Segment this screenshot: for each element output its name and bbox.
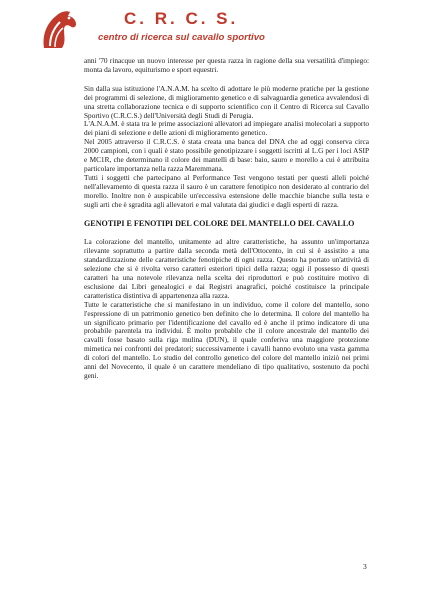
brand-title: C. R. C. S. xyxy=(124,9,239,28)
header xyxy=(36,4,265,54)
horse-head-logo-icon xyxy=(36,6,82,52)
brand-subtitle: centro di ricerca sul cavallo sportivo xyxy=(98,32,265,43)
section-heading: GENOTIPI E FENOTIPI DEL COLORE DEL MANTELLO DEL CAVALLO xyxy=(84,218,355,228)
page-number: 3 xyxy=(363,562,367,571)
paragraph: Tutti i soggetti che partecipano al Performance Test vengono testati per questi alleli poiché nell'allevamento di questa razza il sauro è un carattere fenotipico non desiderato al contrario del morello. Inoltre non è auspicabile un'eccessiva estensione delle macchie bianche sulla testa e sugli arti che è sgradita agli allevatori e mal valutata dai giudici e dagli esperti di razza. xyxy=(84,172,369,209)
paragraph: La colorazione del mantello, unitamente ad altre caratteristiche, ha assunto un'importanza rilevante soprattutto a partire dalla seconda metà dell'Ottocento, in cui si è assistito a una standardizzazione delle caratteristiche fenotipiche di ogni razza. Questo ha portato un'attività di selezione che si è rivolta verso caratteri esteriori tipici della razza; oggi il possesso di questi caratteri ha una notevole rilevanza nella scelta dei riproduttori e può costituire motivo di esclusione dai Libri genealogici e dai Registri anagrafici, poiché costituisce la principale caratteristica distintiva di appartenenza alla razza. xyxy=(84,237,369,300)
paragraph: anni '70 rinacque un nuovo interesse per questa razza in ragione della sua versatilità d'impiego: monta da lavoro, equiturismo e sport equestri. xyxy=(84,56,369,74)
paragraph: Tutte le caratteristiche che si manifestano in un individuo, come il colore del mantello, sono l'espressione di un patrimonio genetico ben definito che lo determina. Il colore del mantello ha un significato primario per l'identificazione del cavallo ed è anche il primo indicatore di una probabile parentela tra individui. È molto probabile che il colore ancestrale del mantello dei cavalli fosse basato sulla riga mulina (DUN), il quale conferiva una maggiore protezione mimetica nei confronti dei predatori; successivamente i cavalli hanno evoluto una vasta gamma di colori del mantello. Lo studio del controllo genetico del colore del mantello iniziò nei primi anni del Novecento, il quale è un carattere mendeliano di tipo qualitativo, sostenuto da pochi geni. xyxy=(84,299,369,380)
document-body xyxy=(84,57,369,381)
paragraph: Nel 2005 attraverso il C.R.C.S. è stata creata una banca del DNA che ad oggi conserva circa 2000 campioni, con i quali è stato possibile genotipizzare i soggetti iscritti al L.G per i loci ASIP e MC1R, che determinano il colore dei mantelli di base: baio, sauro e morello a cui è attribuita particolare importanza nella razza Maremmana. xyxy=(84,137,369,173)
paragraph: Sin dalla sua istituzione l'A.N.A.M. ha scelto di adottare le più moderne pratiche per la gestione dei programmi di selezione, di miglioramento genetico e di salvaguardia genetica avvalendosi di una stretta collaborazione tecnica e di supporto scientifico con il Centro di Ricerca sul Cavallo Sportivo (C.R.C.S.) dell'Università degli Studi di Perugia. xyxy=(84,83,369,120)
paragraph: L'A.N.A.M. è stata tra le prime associazioni allevatori ad impiegare analisi molecolari a supporto dei piani di selezione e delle azioni di miglioramento genetico. xyxy=(84,119,369,138)
